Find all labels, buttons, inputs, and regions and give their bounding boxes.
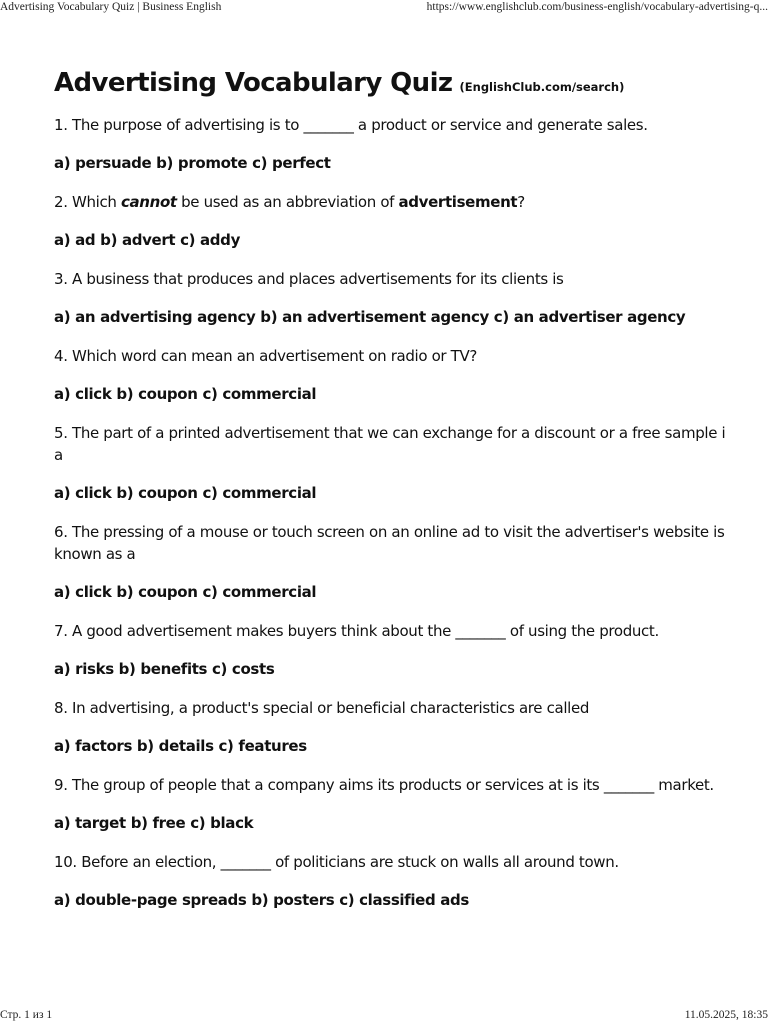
quiz-content — [54, 64, 734, 928]
page-title: Advertising Vocabulary Quiz — [54, 68, 453, 98]
question-6: 6. The pressing of a mouse or touch screen on an online ad to visit the advertiser's website is known as a — [54, 523, 725, 563]
question-3: 3. A business that produces and places advertisements for its clients is — [54, 270, 564, 288]
options-7: a) risks b) benefits c) costs — [54, 660, 275, 678]
options-6: a) click b) coupon c) commercial — [54, 583, 317, 601]
question-4: 4. Which word can mean an advertisement on radio or TV? — [54, 347, 478, 365]
search-link[interactable]: (EnglishClub.com/search) — [459, 80, 625, 94]
options-10: a) double-page spreads b) posters c) classified ads — [54, 891, 469, 909]
options-3: a) an advertising agency b) an advertisement agency c) an advertiser agency — [54, 308, 686, 326]
question-7: 7. A good advertisement makes buyers think about the _______ of using the product. — [54, 622, 659, 640]
options-5: a) click b) coupon c) commercial — [54, 484, 317, 502]
question-10: 10. Before an election, _______ of politicians are stuck on walls all around town. — [54, 853, 619, 871]
question-2-text-after: ? — [517, 193, 525, 211]
question-2-emphasis: cannot — [120, 193, 177, 211]
page-count: Стр. 1 из 1 — [0, 1009, 53, 1021]
question-5: 5. The part of a printed advertisement that we can exchange for a discount or a free sample i a — [54, 424, 726, 464]
question-9: 9. The group of people that a company aims its products or services at is its _______ market. — [54, 776, 714, 794]
question-2-text-middle: be used as an abbreviation of — [176, 193, 399, 211]
print-page-title: Advertising Vocabulary Quiz | Business English — [0, 1, 222, 13]
options-4: a) click b) coupon c) commercial — [54, 385, 317, 403]
question-2-strong: advertisement — [398, 193, 518, 211]
question-2-text-before: 2. Which — [54, 193, 121, 211]
question-8: 8. In advertising, a product's special or beneficial characteristics are called — [54, 699, 590, 717]
print-footer — [0, 1009, 768, 1024]
print-datetime: 11.05.2025, 18:35 — [684, 1009, 768, 1021]
print-url: https://www.englishclub.com/business-english/vocabulary-advertising-q... — [426, 1, 768, 13]
print-header — [0, 1, 768, 17]
options-1: a) persuade b) promote c) perfect — [54, 154, 331, 172]
options-2: a) ad b) advert c) addy — [54, 231, 240, 249]
options-8: a) factors b) details c) features — [54, 737, 307, 755]
title-row — [54, 64, 734, 106]
options-9: a) target b) free c) black — [54, 814, 254, 832]
question-1: 1. The purpose of advertising is to _______ a product or service and generate sales. — [54, 116, 648, 134]
question-2 — [54, 191, 734, 213]
